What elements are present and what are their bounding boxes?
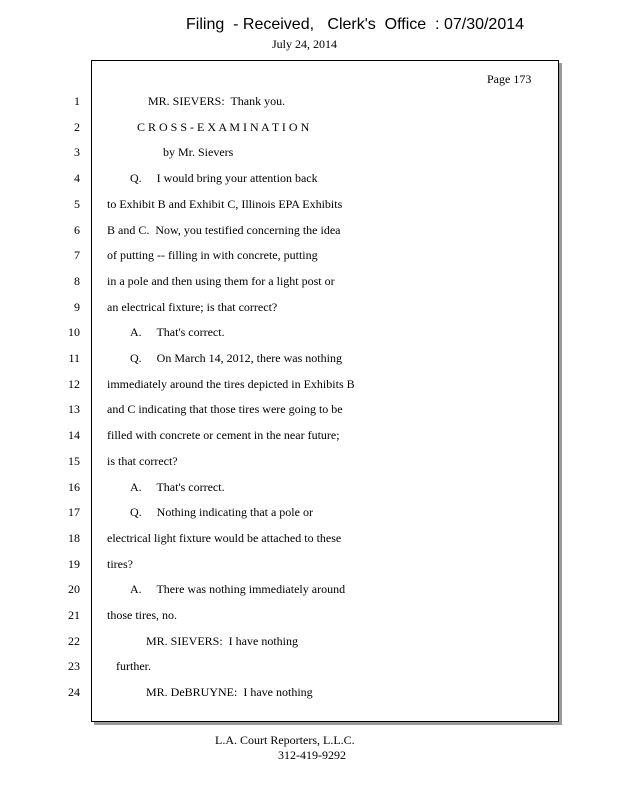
transcript-line: MR. SIEVERS: Thank you. [148, 94, 286, 108]
transcript-line: immediately around the tires depicted in Exhibits B [107, 377, 355, 391]
line-number: 10 [68, 325, 80, 339]
transcript-line: A. There was nothing immediately around [130, 582, 346, 596]
transcript-line: in a pole and then using them for a light post or [107, 274, 335, 288]
transcript-line: an electrical fixture; is that correct? [107, 300, 278, 314]
transcript-line: C R O S S - E X A M I N A T I O N [137, 120, 310, 134]
transcript-line: Q. I would bring your attention back [130, 171, 318, 185]
line-number: 13 [68, 402, 80, 416]
line-number: 3 [74, 145, 80, 159]
line-number: 20 [68, 582, 80, 596]
filing-stamp: Filing - Received, Clerk's Office : 07/30/2014 [186, 16, 525, 33]
transcript-line: of putting -- filling in with concrete, putting [107, 248, 318, 262]
transcript-line: B and C. Now, you testified concerning the idea [107, 223, 341, 237]
line-number: 23 [68, 659, 80, 673]
line-number: 14 [68, 428, 80, 442]
line-number: 18 [68, 531, 80, 545]
transcript-line: filled with concrete or cement in the near future; [107, 428, 340, 442]
transcript-date: July 24, 2014 [272, 37, 338, 51]
line-number: 7 [74, 248, 80, 262]
line-number: 5 [74, 197, 80, 211]
line-number: 1 [74, 94, 80, 108]
transcript-line: to Exhibit B and Exhibit C, Illinois EPA Exhibits [107, 197, 343, 211]
line-number: 12 [68, 377, 80, 391]
transcript-line: A. That's correct. [130, 325, 225, 339]
transcript-line: further. [116, 659, 151, 673]
transcript-line: is that correct? [107, 454, 178, 468]
line-number: 24 [68, 685, 80, 699]
line-number: 22 [68, 634, 80, 648]
transcript-line: A. That's correct. [130, 480, 225, 494]
line-number: 4 [74, 171, 80, 185]
line-number: 11 [68, 351, 80, 365]
transcript-line: Q. On March 14, 2012, there was nothing [130, 351, 342, 365]
transcript-line: MR. DeBRUYNE: I have nothing [146, 685, 313, 699]
line-number: 6 [74, 223, 80, 237]
transcript-line: and C indicating that those tires were going to be [107, 402, 343, 416]
line-number: 9 [74, 300, 80, 314]
line-number: 2 [74, 120, 80, 134]
transcript-line: tires? [107, 557, 133, 571]
line-number: 8 [74, 274, 80, 288]
line-number: 17 [68, 505, 80, 519]
transcript-line: electrical light fixture would be attached to these [107, 531, 342, 545]
transcript-line: Q. Nothing indicating that a pole or [130, 505, 313, 519]
transcript-line: by Mr. Sievers [163, 145, 234, 159]
transcript-line: those tires, no. [107, 608, 177, 622]
line-number: 16 [68, 480, 80, 494]
line-number: 21 [68, 608, 80, 622]
line-number: 15 [68, 454, 80, 468]
footer-company: L.A. Court Reporters, L.L.C. [215, 733, 355, 747]
transcript-line: MR. SIEVERS: I have nothing [146, 634, 298, 648]
page-number: Page 173 [487, 72, 532, 86]
line-number: 19 [68, 557, 80, 571]
footer-phone: 312-419-9292 [278, 748, 346, 762]
